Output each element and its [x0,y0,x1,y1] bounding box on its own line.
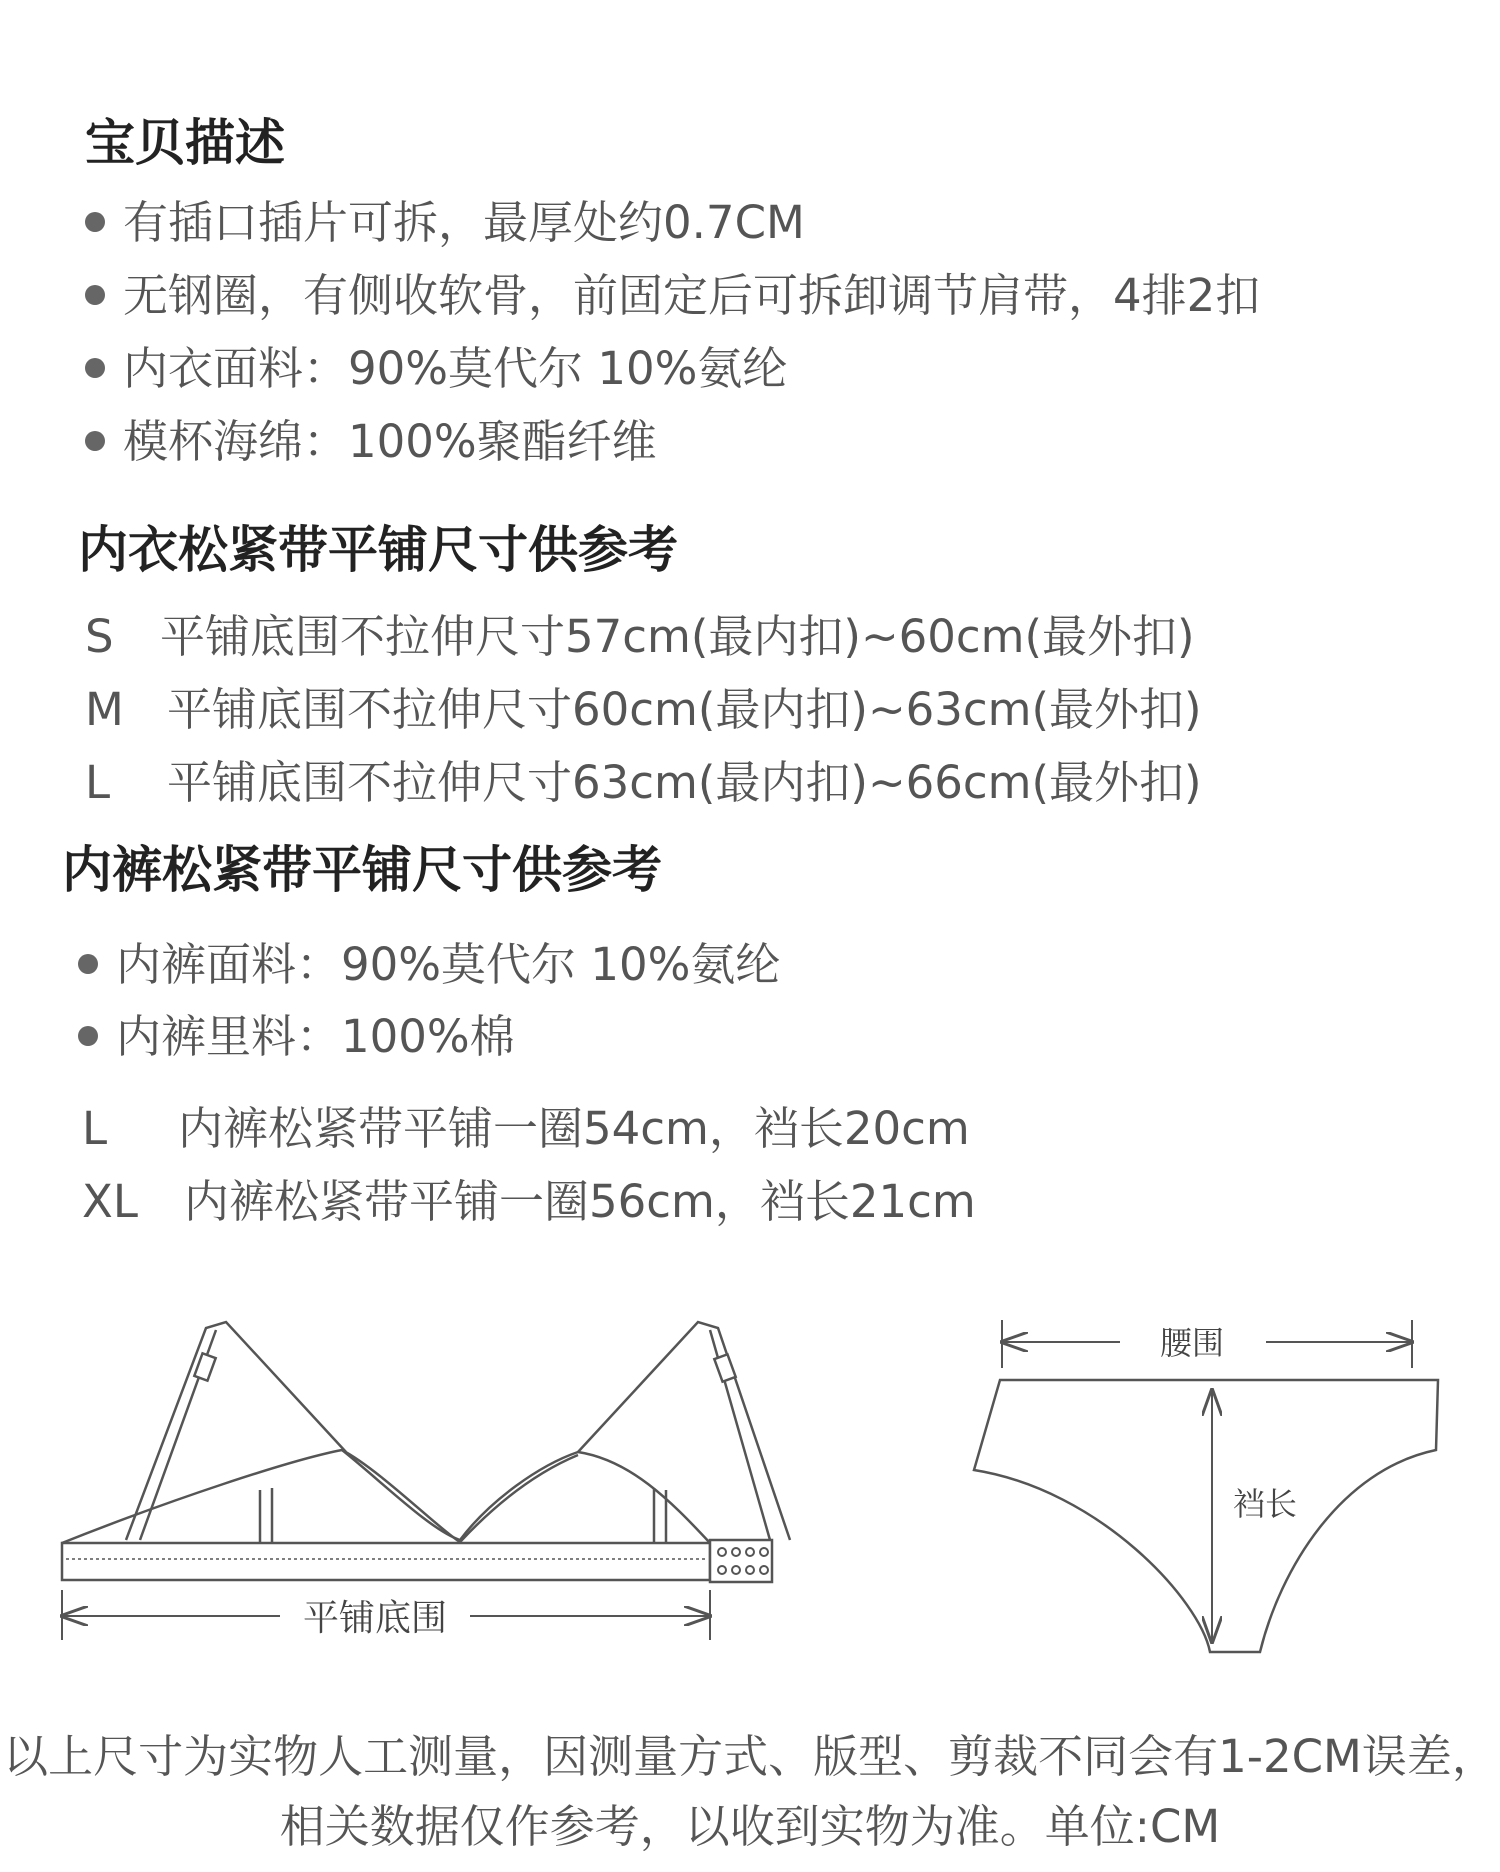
size-text: 平铺底围不拉伸尺寸60cm(最内扣)~63cm(最外扣) [167,683,1202,736]
description-item-text: 内衣面料：90%莫代尔 10%氨纶 [123,342,788,395]
brief-item [78,1000,515,1065]
bra-diagram [50,1300,950,1660]
bra-size-row [85,673,1202,738]
size-text: 平铺底围不拉伸尺寸63cm(最内扣)~66cm(最外扣) [167,756,1202,809]
right-strap [578,1322,790,1540]
brief-item-text: 内裤里料：100%棉 [116,1010,515,1063]
brief-diagram [960,1300,1470,1660]
bullet-icon [85,431,105,451]
brief-size-row [82,1092,970,1157]
description-item-text: 模杯海绵：100%聚酯纤维 [123,415,657,468]
brief-outline [974,1380,1438,1652]
bra-size-title: 内衣松紧带平铺尺寸供参考 [78,521,678,579]
bullet-icon [78,954,98,974]
bullet-icon [85,358,105,378]
description-title: 宝贝描述 [85,114,285,172]
right-cup [460,1452,710,1543]
size-text: 内裤松紧带平铺一圈56cm，裆长21cm [184,1175,976,1228]
bullet-icon [85,285,105,305]
waist-label: 腰围 [1159,1324,1225,1362]
size-code: L [85,756,111,809]
size-code: XL [82,1175,138,1228]
hook-closure [710,1540,772,1582]
bullet-icon [85,212,105,232]
size-code: S [85,610,114,663]
brief-item [78,928,780,993]
description-item [85,186,805,251]
crotch-label: 裆长 [1232,1485,1298,1523]
description-item [85,332,787,397]
size-code: M [85,683,124,736]
bra-size-row [85,600,1195,665]
footer-note-line1: 以上尺寸为实物人工测量，因测量方式、版型、剪裁不同会有1-2CM误差， [3,1730,1497,1783]
size-code: L [82,1102,108,1155]
description-item [85,259,1260,324]
size-text: 内裤松紧带平铺一圈54cm，裆长20cm [178,1102,970,1155]
size-text: 平铺底围不拉伸尺寸57cm(最内扣)~60cm(最外扣) [160,610,1195,663]
description-item-text: 有插口插片可拆，最厚处约0.7CM [123,196,805,249]
bra-band [62,1543,710,1580]
bra-size-row [85,746,1202,811]
description-item-text: 无钢圈，有侧收软骨，前固定后可拆卸调节肩带，4排2扣 [123,269,1261,322]
brief-item-text: 内裤面料：90%莫代尔 10%氨纶 [116,938,781,991]
bra-band-label: 平铺底围 [302,1598,448,1639]
description-item [85,405,657,470]
brief-size-row [82,1165,976,1230]
bullet-icon [78,1026,98,1046]
footer-note-line2: 相关数据仅作参考，以收到实物为准。单位:CM [279,1800,1221,1853]
brief-size-title: 内裤松紧带平铺尺寸供参考 [62,841,662,899]
